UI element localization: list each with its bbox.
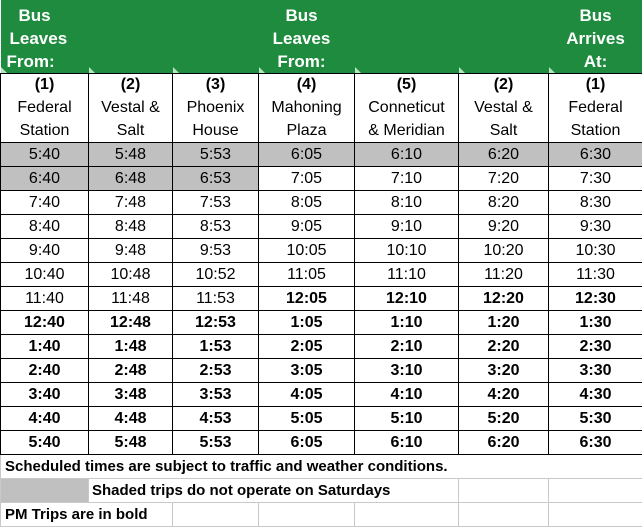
- time-cell: 2:40: [1, 359, 89, 383]
- header-right-line-3: At:: [583, 52, 608, 71]
- time-cell: 2:53: [173, 359, 259, 383]
- time-cell: 4:20: [459, 383, 549, 407]
- time-cell: 9:53: [173, 239, 259, 263]
- column-number: (2): [89, 74, 173, 97]
- time-cell: 3:40: [1, 383, 89, 407]
- stop-name: Phoenix: [173, 97, 259, 120]
- time-cell: 5:10: [355, 407, 459, 431]
- stop-name: Station: [1, 120, 89, 143]
- time-cell: 7:30: [549, 167, 642, 191]
- time-cell: 8:20: [459, 191, 549, 215]
- time-cell: 4:30: [549, 383, 642, 407]
- note-traffic: Scheduled times are subject to traffic and weather conditions.: [1, 455, 642, 479]
- time-cell: 2:05: [259, 335, 355, 359]
- time-cell: 5:40: [1, 431, 89, 455]
- stop-name: Plaza: [259, 120, 355, 143]
- note-blank: [549, 503, 642, 527]
- time-cell: 3:10: [355, 359, 459, 383]
- time-cell: 3:53: [173, 383, 259, 407]
- header-mid-line-1: Bus: [285, 6, 318, 25]
- schedule-row: [1, 407, 642, 431]
- stop-name: Vestal &: [89, 97, 173, 120]
- time-cell: 7:10: [355, 167, 459, 191]
- stop-name-row-1: [1, 97, 642, 120]
- time-cell: 6:53: [173, 167, 259, 191]
- schedule-row: [1, 239, 642, 263]
- time-cell: 1:30: [549, 311, 642, 335]
- time-cell: 7:53: [173, 191, 259, 215]
- time-cell: 5:40: [1, 143, 89, 167]
- time-cell: 6:30: [549, 143, 642, 167]
- time-cell: 7:20: [459, 167, 549, 191]
- stop-name: Salt: [459, 120, 549, 143]
- schedule-times: [1, 143, 642, 455]
- schedule-row: [1, 287, 642, 311]
- header-left-line-3: From:: [6, 52, 55, 71]
- time-cell: 12:05: [259, 287, 355, 311]
- time-cell: 10:48: [89, 263, 173, 287]
- cell-marker-icon: [549, 67, 555, 73]
- time-cell: 7:48: [89, 191, 173, 215]
- time-cell: 5:48: [89, 143, 173, 167]
- column-number: (3): [173, 74, 259, 97]
- column-number: (1): [1, 74, 89, 97]
- cell-marker-icon: [89, 67, 95, 73]
- time-cell: 10:20: [459, 239, 549, 263]
- schedule-row: [1, 431, 642, 455]
- time-cell: 11:48: [89, 287, 173, 311]
- time-cell: 6:05: [259, 431, 355, 455]
- header-left-line-2: Leaves: [9, 29, 68, 48]
- header-leaves-mid: [259, 0, 355, 74]
- note-traffic-row: [1, 455, 642, 479]
- time-cell: 9:05: [259, 215, 355, 239]
- header-mid-line-2: Leaves: [272, 29, 331, 48]
- cell-marker-icon: [459, 67, 465, 73]
- column-number: (2): [459, 74, 549, 97]
- time-cell: 4:05: [259, 383, 355, 407]
- time-cell: 12:48: [89, 311, 173, 335]
- column-number-row: [1, 74, 642, 97]
- note-blank: [549, 479, 642, 503]
- time-cell: 9:20: [459, 215, 549, 239]
- time-cell: 2:10: [355, 335, 459, 359]
- schedule-row: [1, 383, 642, 407]
- time-cell: 8:40: [1, 215, 89, 239]
- schedule-row: [1, 311, 642, 335]
- time-cell: 10:10: [355, 239, 459, 263]
- time-cell: 6:40: [1, 167, 89, 191]
- time-cell: 8:48: [89, 215, 173, 239]
- stop-name-row-2: [1, 120, 642, 143]
- time-cell: 9:30: [549, 215, 642, 239]
- stop-name: Federal: [1, 97, 89, 120]
- cell-marker-icon: [173, 67, 179, 73]
- time-cell: 7:40: [1, 191, 89, 215]
- schedule-row: [1, 143, 642, 167]
- header-arrives-right: [549, 0, 642, 74]
- time-cell: 1:53: [173, 335, 259, 359]
- time-cell: 10:40: [1, 263, 89, 287]
- time-cell: 8:30: [549, 191, 642, 215]
- time-cell: 12:30: [549, 287, 642, 311]
- schedule-row: [1, 167, 642, 191]
- shade-legend-swatch: [1, 479, 89, 503]
- time-cell: 2:30: [549, 335, 642, 359]
- time-cell: 11:40: [1, 287, 89, 311]
- time-cell: 11:10: [355, 263, 459, 287]
- time-cell: 6:05: [259, 143, 355, 167]
- time-cell: 3:05: [259, 359, 355, 383]
- time-cell: 11:30: [549, 263, 642, 287]
- note-blank: [459, 503, 549, 527]
- time-cell: 9:10: [355, 215, 459, 239]
- cell-marker-icon: [259, 67, 265, 73]
- time-cell: 3:30: [549, 359, 642, 383]
- note-bold: PM Trips are in bold: [1, 503, 173, 527]
- time-cell: 5:20: [459, 407, 549, 431]
- header-leaves-left: [1, 0, 89, 74]
- time-cell: 9:48: [89, 239, 173, 263]
- time-cell: 4:40: [1, 407, 89, 431]
- time-cell: 11:20: [459, 263, 549, 287]
- stop-name: Conneticut: [355, 97, 459, 120]
- schedule-row: [1, 263, 642, 287]
- time-cell: 10:52: [173, 263, 259, 287]
- time-cell: 2:48: [89, 359, 173, 383]
- header-blank: [355, 0, 459, 74]
- note-blank: [173, 503, 259, 527]
- header-blank: [459, 0, 549, 74]
- time-cell: 5:30: [549, 407, 642, 431]
- header-row: [1, 0, 642, 74]
- schedule-row: [1, 335, 642, 359]
- note-shaded-row: [1, 479, 642, 503]
- time-cell: 4:10: [355, 383, 459, 407]
- note-blank: [259, 503, 355, 527]
- time-cell: 1:48: [89, 335, 173, 359]
- time-cell: 1:40: [1, 335, 89, 359]
- time-cell: 1:05: [259, 311, 355, 335]
- time-cell: 3:48: [89, 383, 173, 407]
- time-cell: 1:20: [459, 311, 549, 335]
- time-cell: 11:05: [259, 263, 355, 287]
- note-blank: [459, 479, 549, 503]
- header-left-line-1: Bus: [18, 6, 51, 25]
- time-cell: 4:48: [89, 407, 173, 431]
- time-cell: 12:10: [355, 287, 459, 311]
- time-cell: 8:10: [355, 191, 459, 215]
- time-cell: 5:05: [259, 407, 355, 431]
- time-cell: 8:53: [173, 215, 259, 239]
- time-cell: 9:40: [1, 239, 89, 263]
- header-right-line-1: Bus: [579, 6, 612, 25]
- time-cell: 1:10: [355, 311, 459, 335]
- time-cell: 12:40: [1, 311, 89, 335]
- time-cell: 8:05: [259, 191, 355, 215]
- stop-name: Station: [549, 120, 642, 143]
- time-cell: 3:20: [459, 359, 549, 383]
- time-cell: 5:48: [89, 431, 173, 455]
- column-number: (5): [355, 74, 459, 97]
- schedule-row: [1, 215, 642, 239]
- time-cell: 5:53: [173, 431, 259, 455]
- time-cell: 5:53: [173, 143, 259, 167]
- header-blank: [89, 0, 173, 74]
- header-mid-line-3: From:: [277, 52, 326, 71]
- time-cell: 10:05: [259, 239, 355, 263]
- note-shaded: Shaded trips do not operate on Saturdays: [89, 479, 459, 503]
- time-cell: 6:10: [355, 431, 459, 455]
- stop-name: Salt: [89, 120, 173, 143]
- schedule-row: [1, 359, 642, 383]
- stop-name: Mahoning: [259, 97, 355, 120]
- stop-name: Vestal &: [459, 97, 549, 120]
- note-blank: [355, 503, 459, 527]
- time-cell: 4:53: [173, 407, 259, 431]
- time-cell: 6:10: [355, 143, 459, 167]
- column-number: (4): [259, 74, 355, 97]
- time-cell: 11:53: [173, 287, 259, 311]
- time-cell: 6:30: [549, 431, 642, 455]
- column-number: (1): [549, 74, 642, 97]
- cell-marker-icon: [1, 67, 7, 73]
- stop-name: & Meridian: [355, 120, 459, 143]
- time-cell: 6:20: [459, 431, 549, 455]
- time-cell: 12:20: [459, 287, 549, 311]
- note-bold-row: [1, 503, 642, 527]
- time-cell: 6:48: [89, 167, 173, 191]
- stop-name: House: [173, 120, 259, 143]
- time-cell: 10:30: [549, 239, 642, 263]
- time-cell: 12:53: [173, 311, 259, 335]
- stop-name: Federal: [549, 97, 642, 120]
- header-blank: [173, 0, 259, 74]
- header-right-line-2: Arrives: [566, 29, 625, 48]
- schedule-row: [1, 191, 642, 215]
- time-cell: 6:20: [459, 143, 549, 167]
- time-cell: 2:20: [459, 335, 549, 359]
- time-cell: 7:05: [259, 167, 355, 191]
- cell-marker-icon: [355, 67, 361, 73]
